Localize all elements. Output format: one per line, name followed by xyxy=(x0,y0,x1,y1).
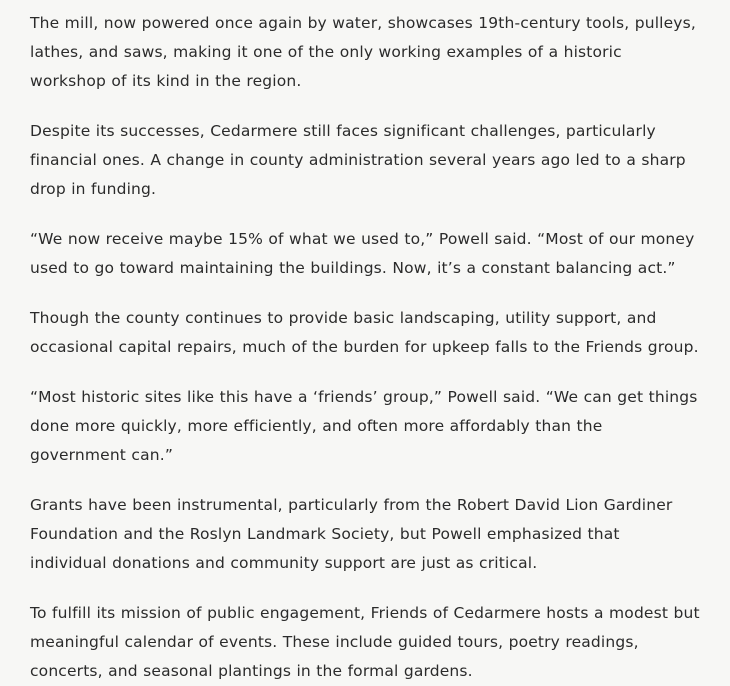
paragraph: Despite its successes, Cedarmere still faces significant challenges, particularly financial ones. A change in county administration several years ago led to a sharp drop in funding. xyxy=(30,122,686,198)
paragraph: “We now receive maybe 15% of what we used to,” Powell said. “Most of our money used to go toward maintaining the buildings. Now, it’s a constant balancing act.” xyxy=(30,230,695,277)
article-body xyxy=(0,9,730,686)
paragraph: To fulfill its mission of public engagement, Friends of Cedarmere hosts a modest but meaningful calendar of events. These include guided tours, poetry readings, concerts, and seasonal plantings in the formal gardens. xyxy=(30,604,700,680)
paragraph: The mill, now powered once again by water, showcases 19th-century tools, pulleys, lathes, and saws, making it one of the only working examples of a historic workshop of its kind in the region. xyxy=(30,14,696,90)
paragraph: “Most historic sites like this have a ‘friends’ group,” Powell said. “We can get things done more quickly, more efficiently, and often more affordably than the government can.” xyxy=(30,388,698,464)
paragraph: Grants have been instrumental, particularly from the Robert David Lion Gardiner Foundation and the Roslyn Landmark Society, but Powell emphasized that individual donations and community support are just as critical. xyxy=(30,496,673,572)
paragraph: Though the county continues to provide basic landscaping, utility support, and occasional capital repairs, much of the burden for upkeep falls to the Friends group. xyxy=(30,309,699,356)
